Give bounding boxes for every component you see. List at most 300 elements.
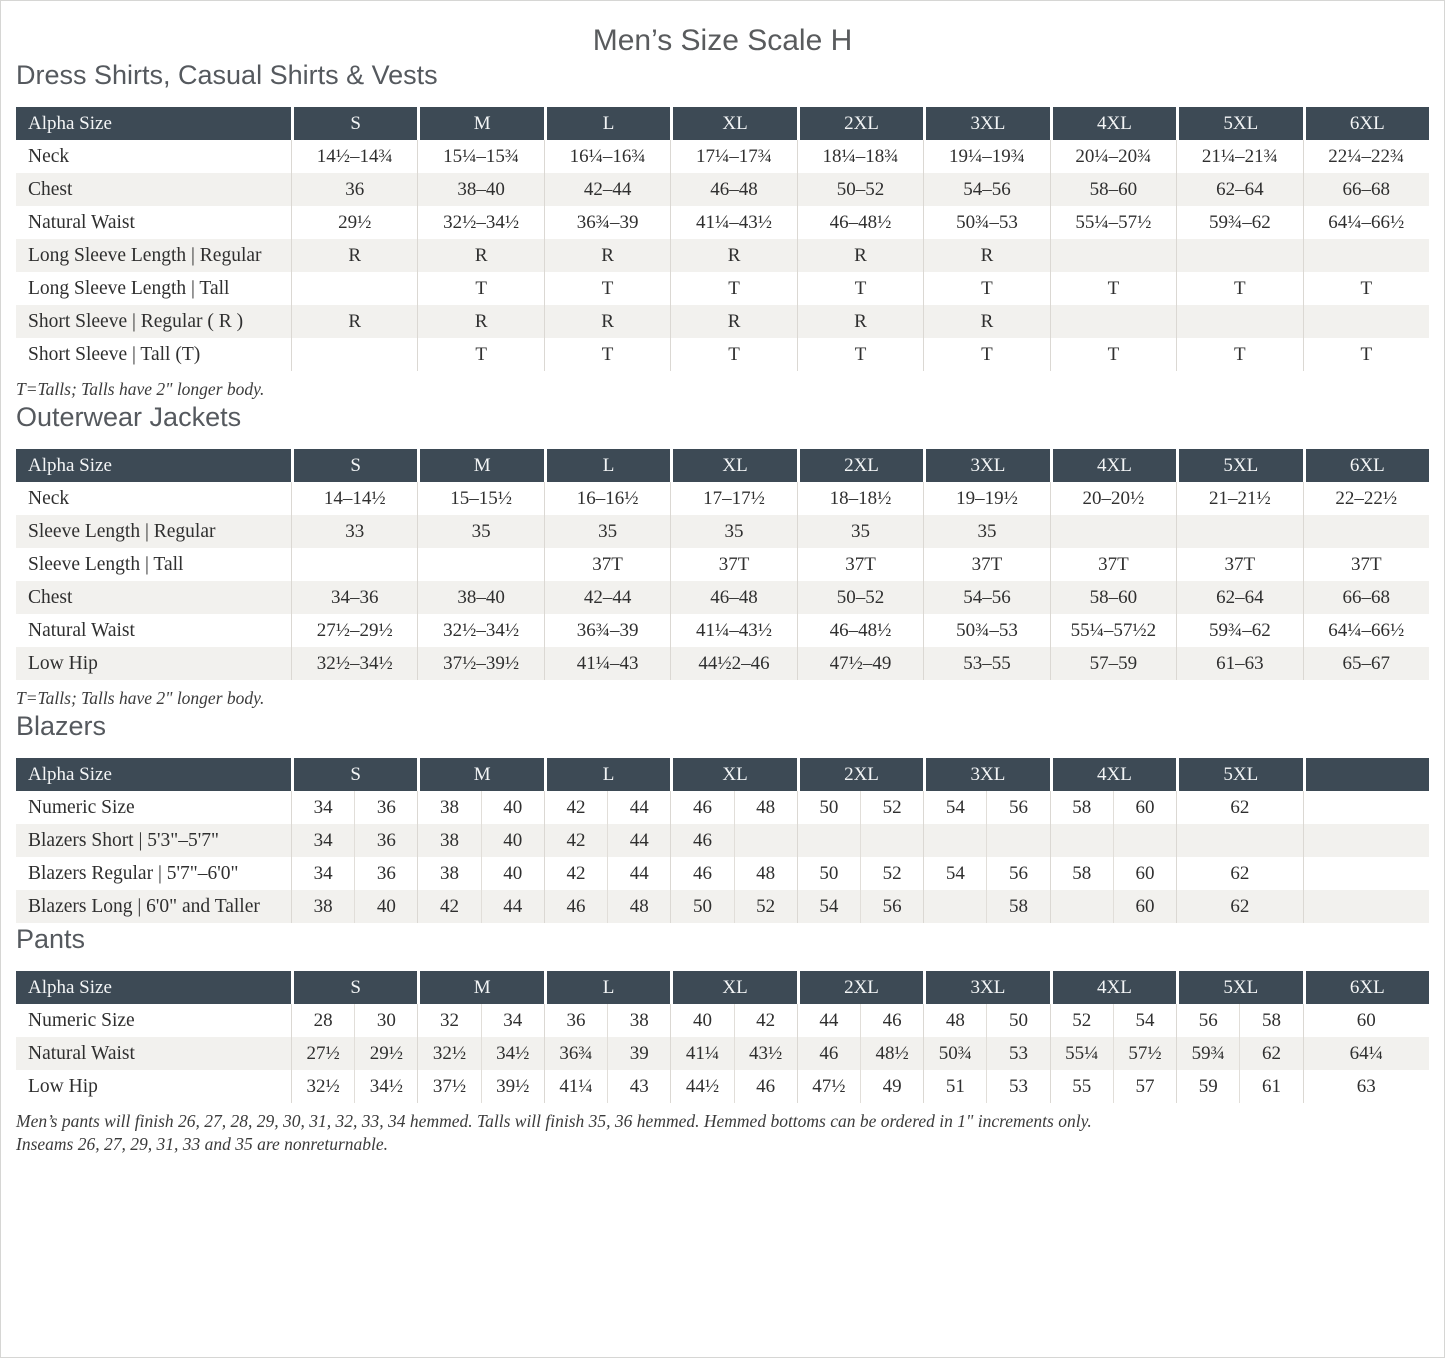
size-cell xyxy=(1176,824,1302,857)
footnote-dress-shirts: T=Talls; Talls have 2" longer body. xyxy=(16,379,265,399)
size-cell: 35 xyxy=(544,515,670,548)
table-row xyxy=(16,581,1429,614)
table-row xyxy=(16,173,1429,206)
size-cell xyxy=(417,791,543,824)
header-cell-size: 5XL xyxy=(1176,971,1302,1004)
size-cell xyxy=(1303,890,1429,923)
size-value-left: 46 xyxy=(566,895,586,917)
size-cell xyxy=(291,890,417,923)
size-cell: 19¼–19¾ xyxy=(923,140,1049,173)
size-value-left: 38 xyxy=(440,796,460,818)
header-cell-size: 4XL xyxy=(1050,449,1176,482)
size-cell: 62 xyxy=(1176,791,1302,824)
section-pants xyxy=(16,923,1429,1156)
size-value-right: 60 xyxy=(1113,791,1176,824)
size-cell: 50¾–53 xyxy=(923,206,1049,239)
header-cell-label: Alpha Size xyxy=(28,454,112,476)
size-value-left: 51 xyxy=(945,1075,965,1097)
size-cell xyxy=(291,791,417,824)
size-value-right: 53 xyxy=(986,1037,1049,1070)
row-label: Low Hip xyxy=(28,652,98,674)
size-value-right xyxy=(1113,824,1176,857)
size-cell: 63 xyxy=(1303,1070,1429,1103)
size-cell: 35 xyxy=(417,515,543,548)
size-value-right: 46 xyxy=(860,1004,923,1037)
size-value-left xyxy=(1051,824,1113,857)
size-value-left: 34 xyxy=(313,796,333,818)
size-cell: 42–44 xyxy=(544,173,670,206)
size-cell xyxy=(797,890,923,923)
size-cell: T xyxy=(670,272,796,305)
table-row xyxy=(16,338,1429,371)
size-cell: 41¼–43 xyxy=(544,647,670,680)
footnote-pants-line1: Men’s pants will finish 26, 27, 28, 29, 30, 31, 32, 33, 34 hemmed. Talls will finish 35, 36 hemmed. Hemmed bottoms can be ordered in 1" increments only. xyxy=(16,1111,1092,1131)
size-cell xyxy=(544,1037,670,1070)
size-cell: 33 xyxy=(291,515,417,548)
size-cell xyxy=(1050,857,1176,890)
size-cell: 47½–49 xyxy=(797,647,923,680)
size-cell: 64¼–66½ xyxy=(1303,614,1429,647)
size-cell: 17¼–17¾ xyxy=(670,140,796,173)
size-cell xyxy=(797,1070,923,1103)
size-cell: T xyxy=(1176,338,1302,371)
size-cell xyxy=(923,1070,1049,1103)
size-cell: 37T xyxy=(544,548,670,581)
size-cell: 22¼–22¾ xyxy=(1303,140,1429,173)
size-cell: 62 xyxy=(1176,890,1302,923)
table-row xyxy=(16,515,1429,548)
size-value-right: 56 xyxy=(986,857,1049,890)
row-label: Chest xyxy=(28,178,73,200)
size-value-left: 38 xyxy=(440,829,460,851)
size-cell xyxy=(923,1037,1049,1070)
size-cell: 37T xyxy=(797,548,923,581)
size-cell: 46–48½ xyxy=(797,206,923,239)
row-label: Chest xyxy=(28,586,73,608)
table-row xyxy=(16,206,1429,239)
size-cell: 35 xyxy=(923,515,1049,548)
size-cell: 37T xyxy=(1050,548,1176,581)
size-cell xyxy=(544,857,670,890)
size-value-right: 62 xyxy=(1239,1037,1302,1070)
row-label: Natural Waist xyxy=(28,619,135,641)
table-row xyxy=(16,791,1429,824)
size-cell xyxy=(291,338,417,371)
table-row xyxy=(16,239,1429,272)
size-cell xyxy=(670,1004,796,1037)
size-value-right: 48½ xyxy=(860,1037,923,1070)
size-value-right: 53 xyxy=(986,1070,1049,1103)
header-cell-size: L xyxy=(544,449,670,482)
size-cell: 59¾–62 xyxy=(1176,614,1302,647)
header-cell-size: 5XL xyxy=(1176,107,1302,140)
header-cell-size: L xyxy=(544,758,670,791)
row-label: Low Hip xyxy=(28,1075,98,1097)
size-cell: T xyxy=(417,338,543,371)
size-value-left: 42 xyxy=(440,895,460,917)
size-cell: 55¼–57½2 xyxy=(1050,614,1176,647)
size-cell: 66–68 xyxy=(1303,581,1429,614)
size-cell: 21–21½ xyxy=(1176,482,1302,515)
size-cell xyxy=(1050,239,1176,272)
row-label: Sleeve Length | Regular xyxy=(28,520,216,542)
size-cell: R xyxy=(544,239,670,272)
size-value-right: 44 xyxy=(607,857,670,890)
size-value-left: 50 xyxy=(819,796,839,818)
section-blazers xyxy=(16,710,1429,923)
size-cell: T xyxy=(797,272,923,305)
section-dress-shirts xyxy=(16,59,1429,401)
header-cell-size: XL xyxy=(670,971,796,1004)
header-cell-size: 6XL xyxy=(1303,107,1429,140)
header-cell-size: S xyxy=(291,107,417,140)
size-value-left: 38 xyxy=(440,862,460,884)
header-cell-size: 4XL xyxy=(1050,758,1176,791)
size-value-left: 47½ xyxy=(812,1075,846,1097)
page-content xyxy=(1,23,1444,1156)
row-label: Blazers Short | 5'3"–5'7" xyxy=(28,829,219,851)
header-cell-label: Alpha Size xyxy=(28,976,112,998)
size-cell xyxy=(417,890,543,923)
size-cell xyxy=(417,1004,543,1037)
size-cell xyxy=(797,791,923,824)
size-value-left: 50 xyxy=(819,862,839,884)
size-cell: 32½–34½ xyxy=(417,206,543,239)
header-cell-label: Alpha Size xyxy=(28,112,112,134)
size-value-left: 42 xyxy=(566,862,586,884)
size-cell xyxy=(670,824,796,857)
size-cell: 16–16½ xyxy=(544,482,670,515)
size-cell xyxy=(417,857,543,890)
table-row xyxy=(16,614,1429,647)
size-value-right: 30 xyxy=(354,1004,417,1037)
row-label: Short Sleeve | Tall (T) xyxy=(28,343,201,365)
size-cell: 27½–29½ xyxy=(291,614,417,647)
size-cell xyxy=(291,1070,417,1103)
size-value-left: 56 xyxy=(1198,1009,1218,1031)
size-cell: T xyxy=(417,272,543,305)
size-cell: R xyxy=(797,239,923,272)
size-cell: R xyxy=(923,305,1049,338)
size-cell: 14–14½ xyxy=(291,482,417,515)
size-cell: 20¼–20¾ xyxy=(1050,140,1176,173)
header-cell-size: XL xyxy=(670,449,796,482)
row-label: Sleeve Length | Tall xyxy=(28,553,184,575)
size-cell: 18–18½ xyxy=(797,482,923,515)
row-label: Numeric Size xyxy=(28,1009,135,1031)
size-cell: 58–60 xyxy=(1050,173,1176,206)
size-cell xyxy=(923,1004,1049,1037)
size-value-left: 36¾ xyxy=(559,1042,593,1064)
section-title-pants: Pants xyxy=(16,924,86,954)
header-cell-size: 3XL xyxy=(923,107,1049,140)
size-cell xyxy=(291,548,417,581)
header-cell-size: 3XL xyxy=(923,758,1049,791)
size-value-right: 48 xyxy=(734,791,797,824)
page-title: Men’s Size Scale H xyxy=(592,24,853,57)
header-cell-size: S xyxy=(291,971,417,1004)
size-cell: 55¼–57½ xyxy=(1050,206,1176,239)
size-value-right: 42 xyxy=(734,1004,797,1037)
size-cell: R xyxy=(291,239,417,272)
size-cell: 46–48 xyxy=(670,581,796,614)
size-cell: R xyxy=(417,305,543,338)
size-cell: 65–67 xyxy=(1303,647,1429,680)
row-label: Numeric Size xyxy=(28,796,135,818)
size-table-dress-shirts xyxy=(16,107,1429,371)
size-value-right: 60 xyxy=(1113,857,1176,890)
table-row xyxy=(16,647,1429,680)
header-cell-size: 5XL xyxy=(1176,758,1302,791)
header-cell-size: XL xyxy=(670,758,796,791)
size-cell: 19–19½ xyxy=(923,482,1049,515)
size-value-right xyxy=(734,824,797,857)
size-cell: 57–59 xyxy=(1050,647,1176,680)
size-cell: 37T xyxy=(670,548,796,581)
size-cell: 64¼–66½ xyxy=(1303,206,1429,239)
size-value-left: 40 xyxy=(692,1009,712,1031)
size-value-left: 46 xyxy=(692,796,712,818)
size-cell: T xyxy=(923,338,1049,371)
table-header-row xyxy=(16,971,1429,1004)
size-value-left xyxy=(1051,890,1113,923)
table-row xyxy=(16,272,1429,305)
size-cell: T xyxy=(544,338,670,371)
size-cell xyxy=(1303,857,1429,890)
size-value-left: 59 xyxy=(1198,1075,1218,1097)
size-cell xyxy=(1303,824,1429,857)
header-cell-label: Alpha Size xyxy=(28,763,112,785)
size-value-left: 46 xyxy=(692,862,712,884)
header-cell-size: M xyxy=(417,971,543,1004)
size-cell xyxy=(291,1004,417,1037)
size-cell: T xyxy=(1176,272,1302,305)
size-value-left: 41¼ xyxy=(559,1075,593,1097)
size-cell: 34–36 xyxy=(291,581,417,614)
size-value-left: 52 xyxy=(1072,1009,1092,1031)
size-cell xyxy=(1050,515,1176,548)
size-cell xyxy=(1303,239,1429,272)
row-label: Neck xyxy=(28,145,70,167)
size-cell xyxy=(923,857,1049,890)
header-cell-size: 2XL xyxy=(797,107,923,140)
size-cell: 62 xyxy=(1176,857,1302,890)
header-cell-size: 2XL xyxy=(797,758,923,791)
header-cell-size: M xyxy=(417,449,543,482)
size-value-left: 32 xyxy=(440,1009,460,1031)
size-cell xyxy=(291,272,417,305)
size-cell: 53–55 xyxy=(923,647,1049,680)
size-cell: 36¾–39 xyxy=(544,206,670,239)
size-value-right: 57 xyxy=(1113,1070,1176,1103)
size-cell xyxy=(1176,305,1302,338)
size-value-right: 36 xyxy=(354,791,417,824)
table-row xyxy=(16,1004,1429,1037)
table-row xyxy=(16,1037,1429,1070)
size-value-left: 37½ xyxy=(432,1075,467,1097)
header-cell-size: 3XL xyxy=(923,449,1049,482)
table-row xyxy=(16,857,1429,890)
size-value-left: 34 xyxy=(313,829,333,851)
size-value-right: 39 xyxy=(607,1037,670,1070)
size-cell: 46–48½ xyxy=(797,614,923,647)
size-cell: 20–20½ xyxy=(1050,482,1176,515)
size-cell xyxy=(544,791,670,824)
size-value-left: 55¼ xyxy=(1065,1042,1099,1064)
size-cell xyxy=(291,857,417,890)
size-cell xyxy=(797,1004,923,1037)
size-cell xyxy=(417,1037,543,1070)
size-value-left: 55 xyxy=(1072,1075,1092,1097)
size-cell: R xyxy=(670,305,796,338)
size-value-left: 34 xyxy=(313,862,333,884)
header-cell-size: 4XL xyxy=(1050,107,1176,140)
section-title-outerwear-jackets: Outerwear Jackets xyxy=(16,402,242,432)
header-cell-size: 5XL xyxy=(1176,449,1302,482)
size-value-right: 43½ xyxy=(734,1037,797,1070)
size-value-right: 34 xyxy=(481,1004,544,1037)
size-cell: 62–64 xyxy=(1176,581,1302,614)
size-cell: T xyxy=(1050,272,1176,305)
size-value-left: 50¾ xyxy=(938,1042,972,1064)
size-cell: 32½–34½ xyxy=(417,614,543,647)
header-cell-size: M xyxy=(417,758,543,791)
size-cell: 15¼–15¾ xyxy=(417,140,543,173)
size-cell xyxy=(544,824,670,857)
size-cell xyxy=(1050,791,1176,824)
size-cell xyxy=(291,824,417,857)
size-value-left: 28 xyxy=(313,1009,333,1031)
size-cell: R xyxy=(417,239,543,272)
size-value-right: 49 xyxy=(860,1070,923,1103)
size-cell: 38–40 xyxy=(417,581,543,614)
size-table-outerwear-jackets xyxy=(16,449,1429,680)
row-label: Natural Waist xyxy=(28,211,135,233)
size-cell xyxy=(1303,515,1429,548)
size-cell: T xyxy=(544,272,670,305)
size-value-left: 59¾ xyxy=(1191,1042,1225,1064)
header-cell-size: 6XL xyxy=(1303,971,1429,1004)
size-cell xyxy=(923,824,1049,857)
size-cell: 21¼–21¾ xyxy=(1176,140,1302,173)
row-label: Short Sleeve | Regular ( R ) xyxy=(28,310,244,332)
size-value-right: 40 xyxy=(481,857,544,890)
size-value-right: 58 xyxy=(986,890,1049,923)
size-cell: 54–56 xyxy=(923,173,1049,206)
size-cell: 32½–34½ xyxy=(291,647,417,680)
header-cell-size: 2XL xyxy=(797,971,923,1004)
header-cell-size: M xyxy=(417,107,543,140)
size-cell: 42–44 xyxy=(544,581,670,614)
size-table-blazers xyxy=(16,758,1429,923)
header-cell-size: S xyxy=(291,449,417,482)
table-row xyxy=(16,890,1429,923)
size-value-left: 54 xyxy=(819,895,839,917)
size-cell xyxy=(1050,824,1176,857)
size-cell xyxy=(1050,890,1176,923)
size-value-left: 44 xyxy=(819,1009,839,1031)
size-cell xyxy=(417,1070,543,1103)
size-cell xyxy=(923,791,1049,824)
size-value-right: 40 xyxy=(481,824,544,857)
size-value-right: 52 xyxy=(860,791,923,824)
size-value-right: 61 xyxy=(1239,1070,1302,1103)
table-row xyxy=(16,482,1429,515)
size-value-right: 29½ xyxy=(354,1037,417,1070)
size-value-right: 52 xyxy=(734,890,797,923)
size-cell: 41¼–43½ xyxy=(670,206,796,239)
size-cell: R xyxy=(923,239,1049,272)
size-cell xyxy=(1303,791,1429,824)
size-cell xyxy=(797,1037,923,1070)
table-row xyxy=(16,305,1429,338)
table-header-row xyxy=(16,449,1429,482)
size-value-right: 44 xyxy=(481,890,544,923)
size-cell xyxy=(1050,1037,1176,1070)
size-cell: 35 xyxy=(670,515,796,548)
size-cell: T xyxy=(1303,272,1429,305)
table-row xyxy=(16,140,1429,173)
size-value-right: 60 xyxy=(1113,890,1176,923)
size-cell: 58–60 xyxy=(1050,581,1176,614)
size-value-left: 58 xyxy=(1072,796,1092,818)
size-cell xyxy=(544,890,670,923)
size-cell xyxy=(670,791,796,824)
size-cell: 15–15½ xyxy=(417,482,543,515)
size-cell xyxy=(1176,239,1302,272)
size-cell xyxy=(417,824,543,857)
section-title-dress-shirts: Dress Shirts, Casual Shirts & Vests xyxy=(16,60,438,90)
header-cell-size: 2XL xyxy=(797,449,923,482)
row-label: Natural Waist xyxy=(28,1042,135,1064)
size-value-right: 56 xyxy=(986,791,1049,824)
size-cell xyxy=(670,1037,796,1070)
size-cell: 66–68 xyxy=(1303,173,1429,206)
size-value-right: 46 xyxy=(734,1070,797,1103)
header-cell-size: L xyxy=(544,971,670,1004)
size-value-right: 39½ xyxy=(481,1070,544,1103)
size-value-right: 50 xyxy=(986,1004,1049,1037)
size-cell xyxy=(417,548,543,581)
size-cell: 16¼–16¾ xyxy=(544,140,670,173)
size-cell: R xyxy=(670,239,796,272)
table-header-row xyxy=(16,758,1429,791)
size-value-left: 44½ xyxy=(685,1075,720,1097)
size-value-left: 54 xyxy=(945,862,965,884)
size-value-left: 32½ xyxy=(432,1042,467,1064)
size-cell: 44½2–46 xyxy=(670,647,796,680)
size-value-right xyxy=(986,824,1049,857)
size-value-left: 36 xyxy=(566,1009,586,1031)
size-value-right: 34½ xyxy=(481,1037,544,1070)
size-value-left: 48 xyxy=(945,1009,965,1031)
row-label: Long Sleeve Length | Tall xyxy=(28,277,230,299)
size-table-pants xyxy=(16,971,1429,1103)
size-cell xyxy=(1050,1070,1176,1103)
size-cell: T xyxy=(797,338,923,371)
size-cell: 64¼ xyxy=(1303,1037,1429,1070)
size-value-right: 43 xyxy=(607,1070,670,1103)
table-header-row xyxy=(16,107,1429,140)
size-value-left: 46 xyxy=(692,829,712,851)
size-cell: 29½ xyxy=(291,206,417,239)
size-cell xyxy=(670,1070,796,1103)
size-cell: 22–22½ xyxy=(1303,482,1429,515)
size-value-right: 38 xyxy=(607,1004,670,1037)
size-cell xyxy=(1050,1004,1176,1037)
size-value-left: 38 xyxy=(313,895,333,917)
size-value-right: 54 xyxy=(1113,1004,1176,1037)
